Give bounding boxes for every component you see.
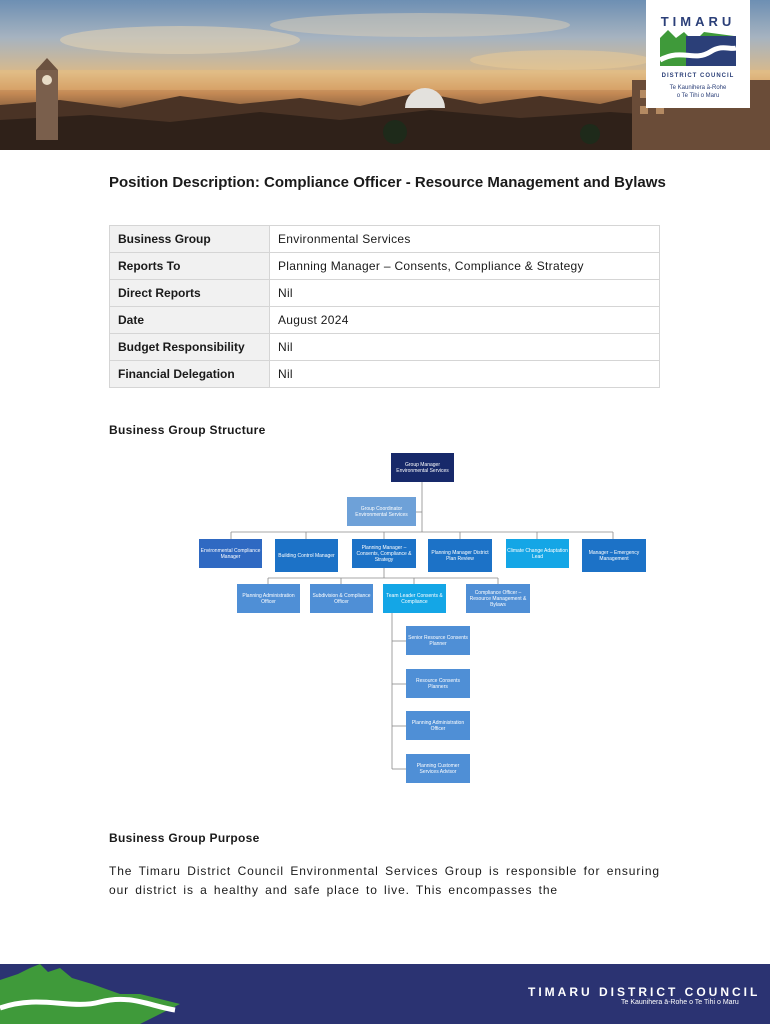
row-label: Business Group <box>110 226 270 253</box>
row-value: August 2024 <box>270 307 660 334</box>
logo-maori-line-1: Te Kaunihera ā-Rohe <box>669 85 727 91</box>
org-node-subdivision-compliance-officer: Subdivision & Compliance Officer <box>310 584 373 613</box>
footer-subtitle: Te Kaunihera ā-Rohe o Te Tihi o Maru <box>621 999 739 1006</box>
position-info-table <box>109 225 660 388</box>
org-node-team-leader-consents: Team Leader Consents & Compliance <box>383 584 446 613</box>
row-value: Nil <box>270 280 660 307</box>
table-row <box>110 307 660 334</box>
org-node-senior-resource-consents-planner: Senior Resource Consents Planner <box>406 626 470 655</box>
footer-banner <box>0 964 770 1024</box>
logo-maori-line-2: o Te Tihi o Maru <box>676 93 720 99</box>
table-row <box>110 226 660 253</box>
logo-title: TIMARU <box>660 14 736 29</box>
org-node-resource-consents-planners: Resource Consents Planners <box>406 669 470 698</box>
org-node-planning-administration-officer-2: Planning Administration Officer <box>406 711 470 740</box>
document-title: Position Description: Compliance Officer - Resource Management and Bylaws <box>109 174 666 191</box>
row-label: Direct Reports <box>110 280 270 307</box>
logo-subtitle: DISTRICT COUNCIL <box>661 73 735 79</box>
table-row <box>110 334 660 361</box>
table-row <box>110 280 660 307</box>
org-node-planning-customer-services-advisor: Planning Customer Services Advisor <box>406 754 470 783</box>
org-node-building-control-manager: Building Control Manager <box>275 539 338 572</box>
row-value: Nil <box>270 361 660 388</box>
org-node-group-manager: Group Manager Environmental Services <box>391 453 454 482</box>
row-label: Financial Delegation <box>110 361 270 388</box>
structure-heading: Business Group Structure <box>109 423 266 437</box>
org-node-planning-manager-district-plan: Planning Manager District Plan Review <box>428 539 492 572</box>
purpose-paragraph: The Timaru District Council Environmental Services Group is responsible for ensuring our district is a healthy and safe place to live. This encompasses the <box>109 864 660 897</box>
org-node-environmental-compliance-manager: Environmental Compliance Manager <box>199 539 262 568</box>
logo-maori-text <box>646 84 750 100</box>
row-label: Reports To <box>110 253 270 280</box>
row-label: Date <box>110 307 270 334</box>
header-banner <box>0 0 770 150</box>
org-node-compliance-officer: Compliance Officer – Resource Management & Bylaws <box>466 584 530 613</box>
footer-title: TIMARU DISTRICT COUNCIL <box>528 985 761 999</box>
row-value: Planning Manager – Consents, Compliance & Strategy <box>270 253 660 280</box>
table-row <box>110 253 660 280</box>
org-node-climate-change-lead: Climate Change Adaptation Lead <box>506 539 569 568</box>
org-node-group-coordinator: Group Coordinator Environmental Services <box>347 497 416 526</box>
row-label: Budget Responsibility <box>110 334 270 361</box>
org-node-emergency-manager: Manager – Emergency Management <box>582 539 646 572</box>
row-value: Environmental Services <box>270 226 660 253</box>
org-node-planning-administration-officer: Planning Administration Officer <box>237 584 300 613</box>
timaru-logo <box>646 0 750 108</box>
purpose-heading: Business Group Purpose <box>109 831 260 845</box>
org-node-planning-manager-consents: Planning Manager – Consents, Compliance & Strategy <box>352 539 416 568</box>
table-row <box>110 361 660 388</box>
row-value: Nil <box>270 334 660 361</box>
